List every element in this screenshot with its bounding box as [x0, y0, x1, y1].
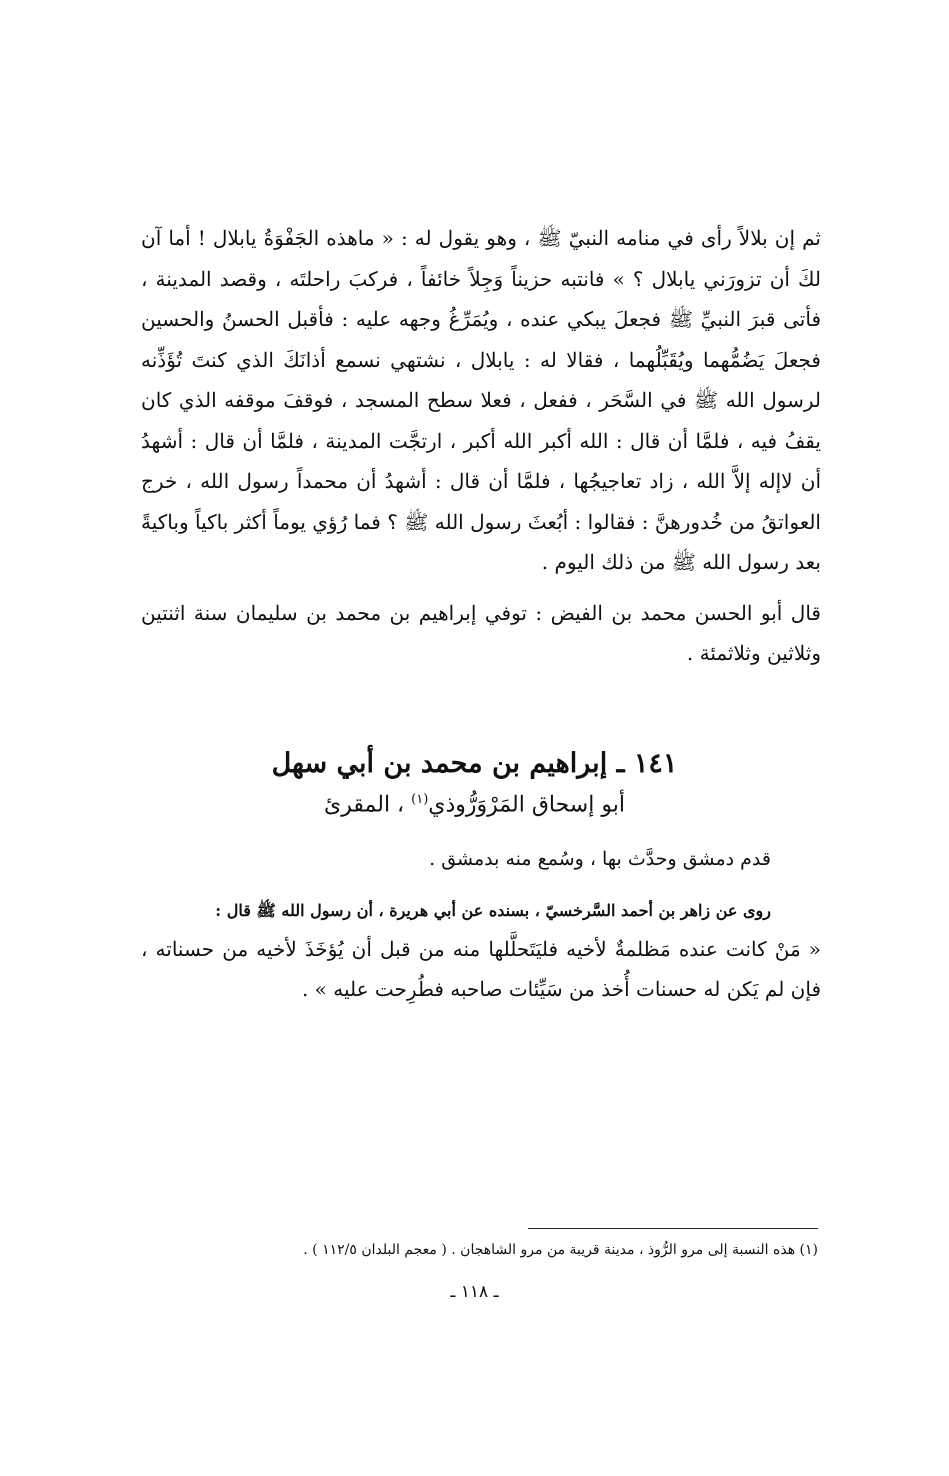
- entry-subtitle-main: أبو إسحاق المَرْوَرُّوذي: [428, 792, 625, 818]
- entry-subtitle-tail: ، المقرئ: [324, 792, 412, 818]
- entry-title: ١٤١ ـ إبراهيم بن محمد بن أبي سهل: [271, 748, 678, 779]
- entry-paragraph-hadith: « مَنْ كانت عنده مَظلمةٌ لأخيه فليَتَحلَّلها منه من قبل أن يُؤخَذَ لأخيه من حسناته ، فإن لم يَكن له حسنات أُخذ من سَيِّئات صاحبه فطُرِحت عليه » .: [141, 937, 821, 1001]
- entry-paragraph-damascus: قدم دمشق وحدَّث بها ، وسُمع منه بدمشق .: [429, 848, 771, 870]
- entry-subtitle: [0, 782, 949, 823]
- page-number: ـ ١١٨ ـ: [450, 1282, 499, 1302]
- footnote-text: (١) هذه النسبة إلى مرو الرُّوذ ، مدينة قريبة من مرو الشاهجان . ( معجم البلدان ١١٢/٥ ) .: [303, 1242, 818, 1258]
- entry-paragraph-isnad: روى عن زاهر بن أحمد السَّرخسيّ ، بسنده عن أبي هريرة ، أن رسول الله ﷺ قال :: [215, 901, 771, 920]
- body-paragraph-bilal-dream: ثم إن بلالاً رأى في منامه النبيّ ﷺ ، وهو يقول له : « ماهذه الجَفْوَةُ يابلال ! أما آن لكَ أن تزورَني يابلال ؟ » فانتبه حزيناً وَجِلاً خائفاً ، فركبَ راحلتَه ، وقصد المدينة ، فأتى قبرَ النبيِّ ﷺ فجعلَ يبكي عنده ، ويُمَرِّغُ وجهه عليه : فأقبل الحسنُ والحسين فجعلَ يَضُمُّهما ويُقَبِّلُهما ، فقالا له : يابلال ، نشتهي نسمع أذانَكَ الذي كنتَ تُؤَذِّنه لرسول الله ﷺ في السَّحَر ، ففعل ، فعلا سطح المسجد ، فوقفَ موقفه الذي كان يقفُ فيه ، فلمَّا أن قال : الله أكبر الله أكبر ، ارتجَّت المدينة ، فلمَّا أن قال : أشهدُ أن لاإله إلاَّ الله ، زاد تعاجيجُها ، فلمَّا أن قال : أشهدُ أن محمداً رسول الله ، خرج العواتقُ من خُدورهنَّ : فقالوا : أبُعثَ رسول الله ﷺ ؟ فما رُؤي يوماً أكثر باكياً وباكيةً بعد رسول الله ﷺ من ذلك اليوم .: [141, 226, 821, 574]
- body-paragraph-death-note: قال أبو الحسن محمد بن الفيض : توفي إبراهيم بن محمد بن سليمان سنة اثنتين وثلاثين وثلاثمئة .: [141, 601, 821, 665]
- footnote-reference-mark: (١): [411, 792, 429, 807]
- footnote-divider: [528, 1228, 818, 1229]
